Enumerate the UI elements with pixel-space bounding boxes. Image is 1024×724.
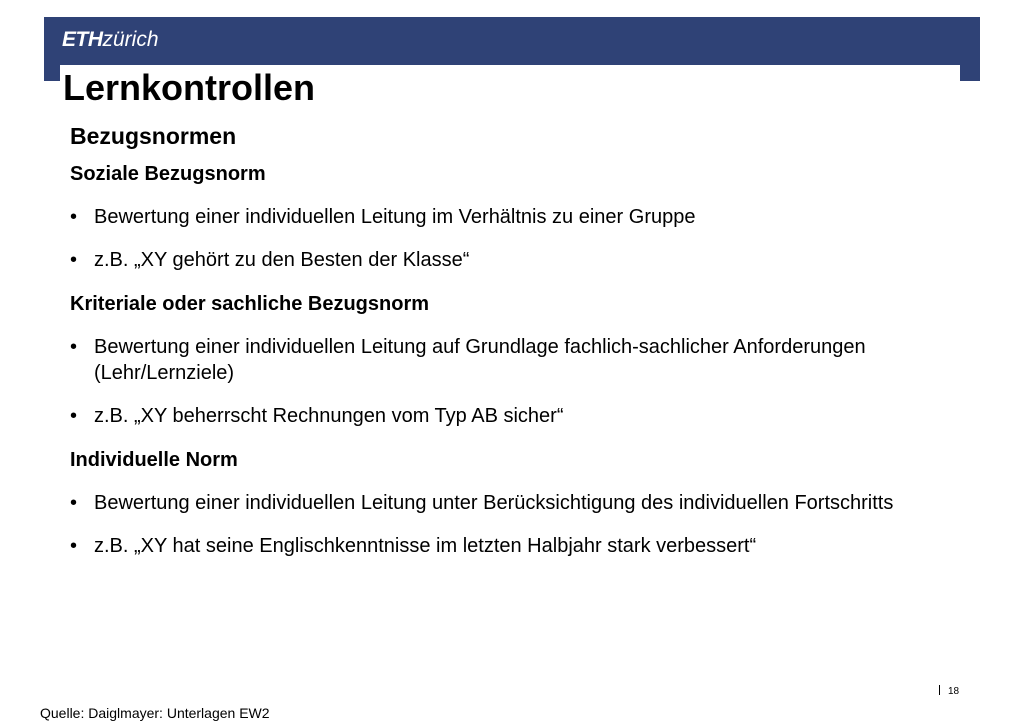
bullet-item	[70, 247, 970, 273]
bullet-dot-icon: •	[70, 492, 78, 514]
section-heading-kriteriale: Kriteriale oder sachliche Bezugsnorm	[70, 293, 430, 315]
slide-title: Lernkontrollen	[63, 67, 316, 108]
page-number: 18	[948, 686, 960, 697]
bullet-dot-icon: •	[70, 535, 78, 557]
bullet-text: Bewertung einer individuellen Leitung im Verhältnis zu einer Gruppe	[94, 206, 696, 228]
slide-subtitle: Bezugsnormen	[70, 123, 237, 149]
bullet-item	[70, 204, 970, 230]
bullet-text: Bewertung einer individuellen Leitung unter Berücksichtigung des individuellen Fortschritts	[94, 492, 894, 514]
bullet-text: Bewertung einer individuellen Leitung auf Grundlage fachlich-sachlicher Anforderungen (Lehr/Lernziele)	[94, 336, 866, 384]
slide-content	[70, 161, 970, 559]
logo-zurich-text: zürich	[102, 28, 159, 51]
eth-zurich-logo	[62, 28, 159, 52]
bullet-text: z.B. „XY gehört zu den Besten der Klasse“	[94, 249, 470, 271]
bullet-text: z.B. „XY hat seine Englischkenntnisse im letzten Halbjahr stark verbessert“	[94, 535, 757, 557]
section-heading-individuelle: Individuelle Norm	[70, 449, 238, 471]
section-heading-soziale: Soziale Bezugsnorm	[70, 163, 266, 185]
bullet-item	[70, 490, 970, 516]
bullet-item	[70, 403, 970, 429]
source-note: Quelle: Daiglmayer: Unterlagen EW2	[40, 705, 270, 721]
bullet-item	[70, 334, 970, 386]
page-number-separator	[939, 685, 940, 695]
logo-eth-text: ETH	[62, 28, 103, 51]
bullet-dot-icon: •	[70, 336, 78, 358]
bullet-dot-icon: •	[70, 206, 78, 228]
bullet-dot-icon: •	[70, 405, 78, 427]
bullet-dot-icon: •	[70, 249, 78, 271]
bullet-item	[70, 533, 970, 559]
bullet-text: z.B. „XY beherrscht Rechnungen vom Typ AB sicher“	[94, 405, 564, 427]
